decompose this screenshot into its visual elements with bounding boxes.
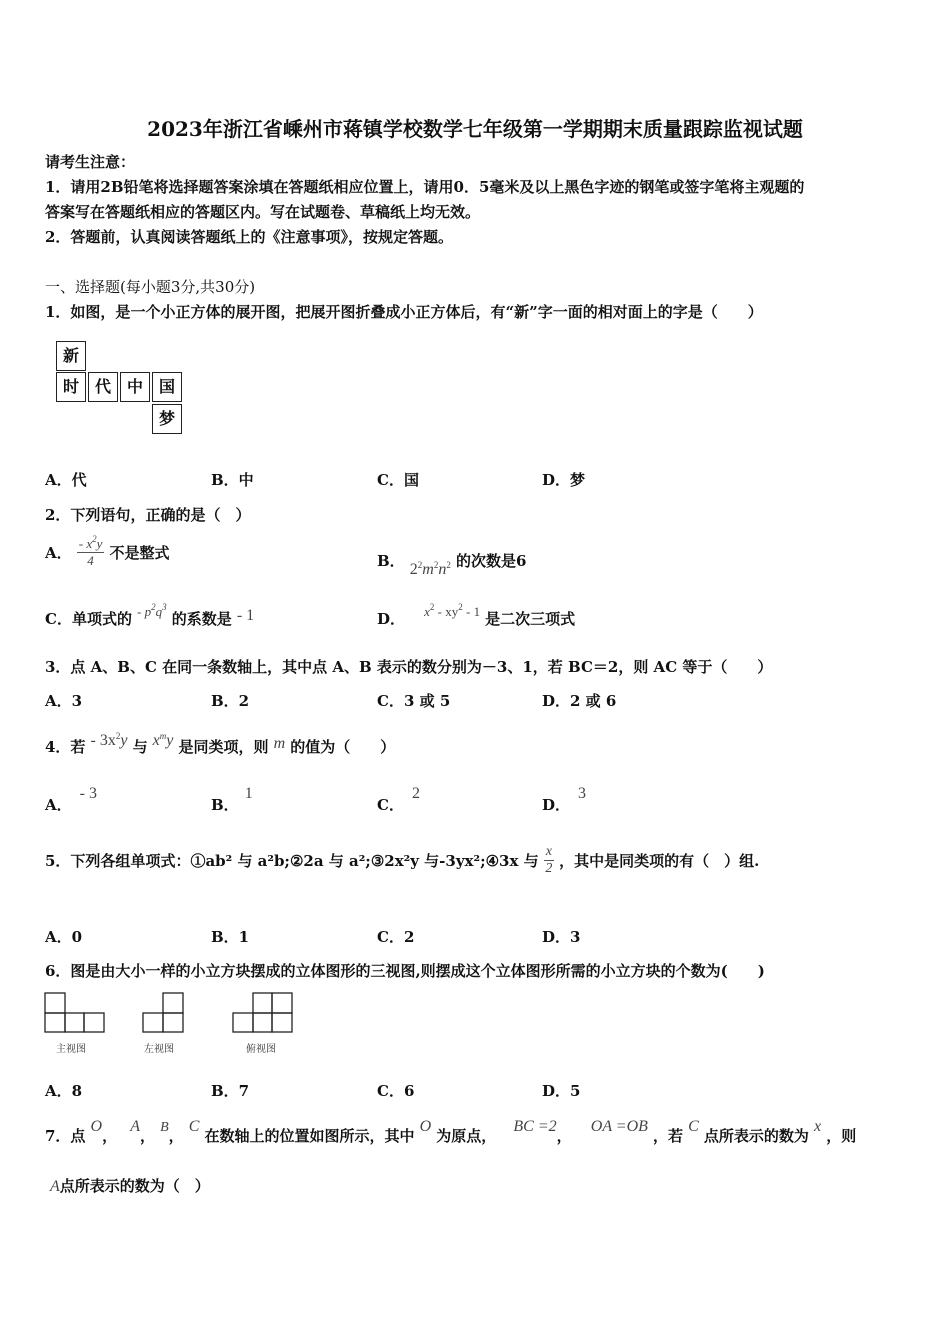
q6-option-a: A．8: [45, 1082, 83, 1100]
q6-option-d: D．5: [542, 1082, 581, 1100]
option-label: D．: [377, 610, 406, 628]
left-view-caption: 左视图: [144, 1044, 174, 1055]
option-value: - 3: [79, 785, 97, 802]
exponent: 3: [162, 602, 167, 612]
q4-option-d: [542, 785, 587, 815]
notice-line-3: 2．答题前，认真阅读答题纸上的《注意事项》，按规定答题。: [45, 228, 453, 246]
view-square: [272, 1013, 292, 1032]
q3-option-a: A．3: [45, 692, 83, 710]
q7-stem: 7．点 O， A， B， C 在数轴上的位置如图所示，其中 O 为原点， BC =2， OA =OB ，若 C 点所表示的数为 x ，则: [45, 1118, 857, 1145]
notice-heading: 请考生注意：: [45, 153, 136, 171]
q3-option-d: D．2 或 6: [542, 692, 617, 710]
top-view-caption: 俯视图: [246, 1044, 276, 1055]
q4-option-a: [45, 785, 97, 815]
option-value: 2: [411, 785, 420, 802]
q6-option-c: C．6: [377, 1082, 415, 1100]
denominator: 4: [87, 553, 94, 568]
option-label: A．: [45, 544, 72, 562]
option-value: 1: [244, 785, 253, 802]
fraction: [544, 844, 554, 877]
view-square: [84, 1013, 104, 1032]
view-square: [272, 993, 292, 1013]
exponent: 2: [429, 602, 435, 612]
left-view-figure: [142, 992, 186, 1034]
q1-stem: 1．如图，是一个小正方体的展开图，把展开图折叠成小正方体后，有“新”字一面的相对面上的字是（ ）: [45, 303, 763, 321]
net-cell: 新: [56, 341, 86, 371]
stem-text: 与: [132, 738, 148, 756]
stem-text: 4．若: [45, 738, 86, 756]
view-square: [45, 993, 65, 1013]
net-cell: 梦: [152, 404, 182, 434]
q2-option-d: [377, 602, 576, 629]
q5-option-d: D．3: [542, 928, 581, 946]
q3-option-c: C．3 或 5: [377, 692, 451, 710]
option-text: 不是整式: [109, 544, 170, 562]
equation-oa-ob: OA =OB: [590, 1118, 648, 1135]
q2-option-b: [377, 550, 527, 578]
view-square: [253, 1013, 272, 1032]
q1-option-c: C．国: [377, 471, 419, 489]
q5-stem: [45, 844, 759, 877]
option-value: 3: [578, 785, 587, 802]
q2-option-c: [45, 602, 255, 629]
point-o: O: [90, 1118, 103, 1135]
view-square: [163, 993, 183, 1013]
exponent: 2: [115, 731, 121, 741]
point-b: B: [160, 1120, 169, 1135]
view-square: [233, 1013, 253, 1032]
q3-stem: 3．点 A、B、C 在同一条数轴上，其中点 A、B 表示的数分别为－3、1，若 BC＝2，则 AC 等于（ ）: [45, 658, 773, 676]
point-a: A: [130, 1118, 140, 1135]
section-heading: 一、选择题(每小题3分,共30分): [45, 278, 256, 296]
exponent: 2: [417, 560, 423, 570]
page-title: 2023年浙江省嵊州市蒋镇学校数学七年级第一学期期末质量跟踪监视试题: [147, 117, 803, 141]
option-text: 的次数是6: [455, 552, 527, 570]
q2-option-a: [45, 536, 169, 569]
term: - 1: [462, 604, 481, 619]
coefficient: 2: [409, 561, 418, 578]
equation-bc: BC =2: [513, 1118, 557, 1135]
var-x: x: [424, 604, 430, 619]
stem-text: 的值为（ ）: [290, 738, 396, 756]
q1-option-a: A．代: [45, 471, 87, 489]
stem-text: 是同类项，则: [178, 738, 269, 756]
view-square: [143, 1013, 163, 1032]
option-label: B．: [377, 552, 405, 570]
option-label: D．: [542, 796, 571, 814]
notice-line-1: 1．请用2B铅笔将选择题答案涂填在答题纸相应位置上，请用0．5毫米及以上黑色字迹的钢笔或签字笔将主观题的: [45, 178, 805, 196]
view-square: [253, 993, 272, 1013]
q4-option-c: [377, 785, 420, 815]
var-x: x: [152, 732, 160, 749]
q6-stem: 6．图是由大小一样的小立方块摆成的立体图形的三视图,则摆成这个立体图形所需的小立方块的个数为( ): [45, 962, 765, 980]
var-n: n: [438, 561, 447, 578]
q3-option-b: B．2: [211, 692, 250, 710]
q1-option-d: D．梦: [542, 471, 586, 489]
denominator: 2: [545, 861, 553, 876]
fraction: [77, 536, 105, 569]
front-view-figure: [44, 992, 106, 1034]
exponent: 2: [433, 560, 439, 570]
stem-text: 点所表示的数为（ ）: [59, 1177, 210, 1195]
option-text: 是二次三项式: [485, 610, 576, 628]
var-m: m: [422, 561, 434, 578]
point-a: A: [50, 1178, 60, 1195]
q5-option-b: B．1: [211, 928, 250, 946]
exponent: 2: [151, 602, 156, 612]
view-square: [45, 1013, 65, 1032]
stem-text: ，则: [826, 1127, 857, 1145]
numerator: x: [545, 844, 552, 859]
var-q: q: [155, 604, 163, 619]
q6-option-b: B．7: [211, 1082, 250, 1100]
option-label: B．: [211, 796, 239, 814]
front-view-caption: 主视图: [56, 1044, 86, 1055]
option-label: C．: [377, 796, 404, 814]
stem-text: ，若: [653, 1127, 684, 1145]
exponent: 2: [458, 602, 463, 612]
q5-option-a: A．0: [45, 928, 83, 946]
stem-text: 7．点: [45, 1127, 86, 1145]
top-view-figure: [232, 992, 294, 1034]
var-y: y: [166, 732, 174, 749]
net-cell: 时: [56, 372, 86, 402]
view-square: [65, 1013, 84, 1032]
monomial: - p: [137, 604, 152, 619]
option-text: 的系数是: [171, 610, 232, 628]
var-x: x: [814, 1118, 822, 1135]
net-cell: 国: [152, 372, 182, 402]
net-cell: 代: [88, 372, 118, 402]
numerator: - x: [78, 536, 93, 551]
net-cell: 中: [120, 372, 150, 402]
exponent: 2: [92, 534, 97, 544]
option-label: C．单项式的: [45, 610, 132, 628]
exponent: m: [159, 731, 167, 741]
point-c: C: [188, 1118, 200, 1135]
stem-text: 点所表示的数为: [703, 1127, 809, 1145]
term: - xy: [434, 604, 459, 619]
point-o: O: [419, 1118, 432, 1135]
notice-line-2: 答案写在答题纸相应的答题区内。写在试题卷、草稿纸上均无效。: [45, 203, 481, 221]
coefficient-value: - 1: [236, 607, 255, 624]
option-label: A．: [45, 796, 72, 814]
q2-stem: 2．下列语句，正确的是（ ）: [45, 506, 251, 524]
point-c: C: [688, 1118, 699, 1135]
numerator-var: y: [96, 536, 103, 551]
stem-text: 在数轴上的位置如图所示，其中: [204, 1127, 415, 1145]
q5-option-c: C．2: [377, 928, 415, 946]
monomial: - 3x: [90, 732, 116, 749]
var-y: y: [120, 732, 128, 749]
stem-text: 5．下列各组单项式：①ab² 与 a²b;②2a 与 a²;③2x²y 与-3yx²;④3x 与: [45, 852, 539, 870]
view-square: [163, 1013, 183, 1032]
q1-option-b: B．中: [211, 471, 254, 489]
q4-stem: [45, 731, 396, 757]
var-m: m: [273, 735, 286, 752]
q4-option-b: [211, 785, 253, 815]
stem-text: ，其中是同类项的有（ ）组.: [559, 852, 760, 870]
q7-stem-line2: [50, 1175, 210, 1196]
stem-text: 为原点，: [436, 1127, 497, 1145]
exponent: 2: [446, 560, 451, 570]
